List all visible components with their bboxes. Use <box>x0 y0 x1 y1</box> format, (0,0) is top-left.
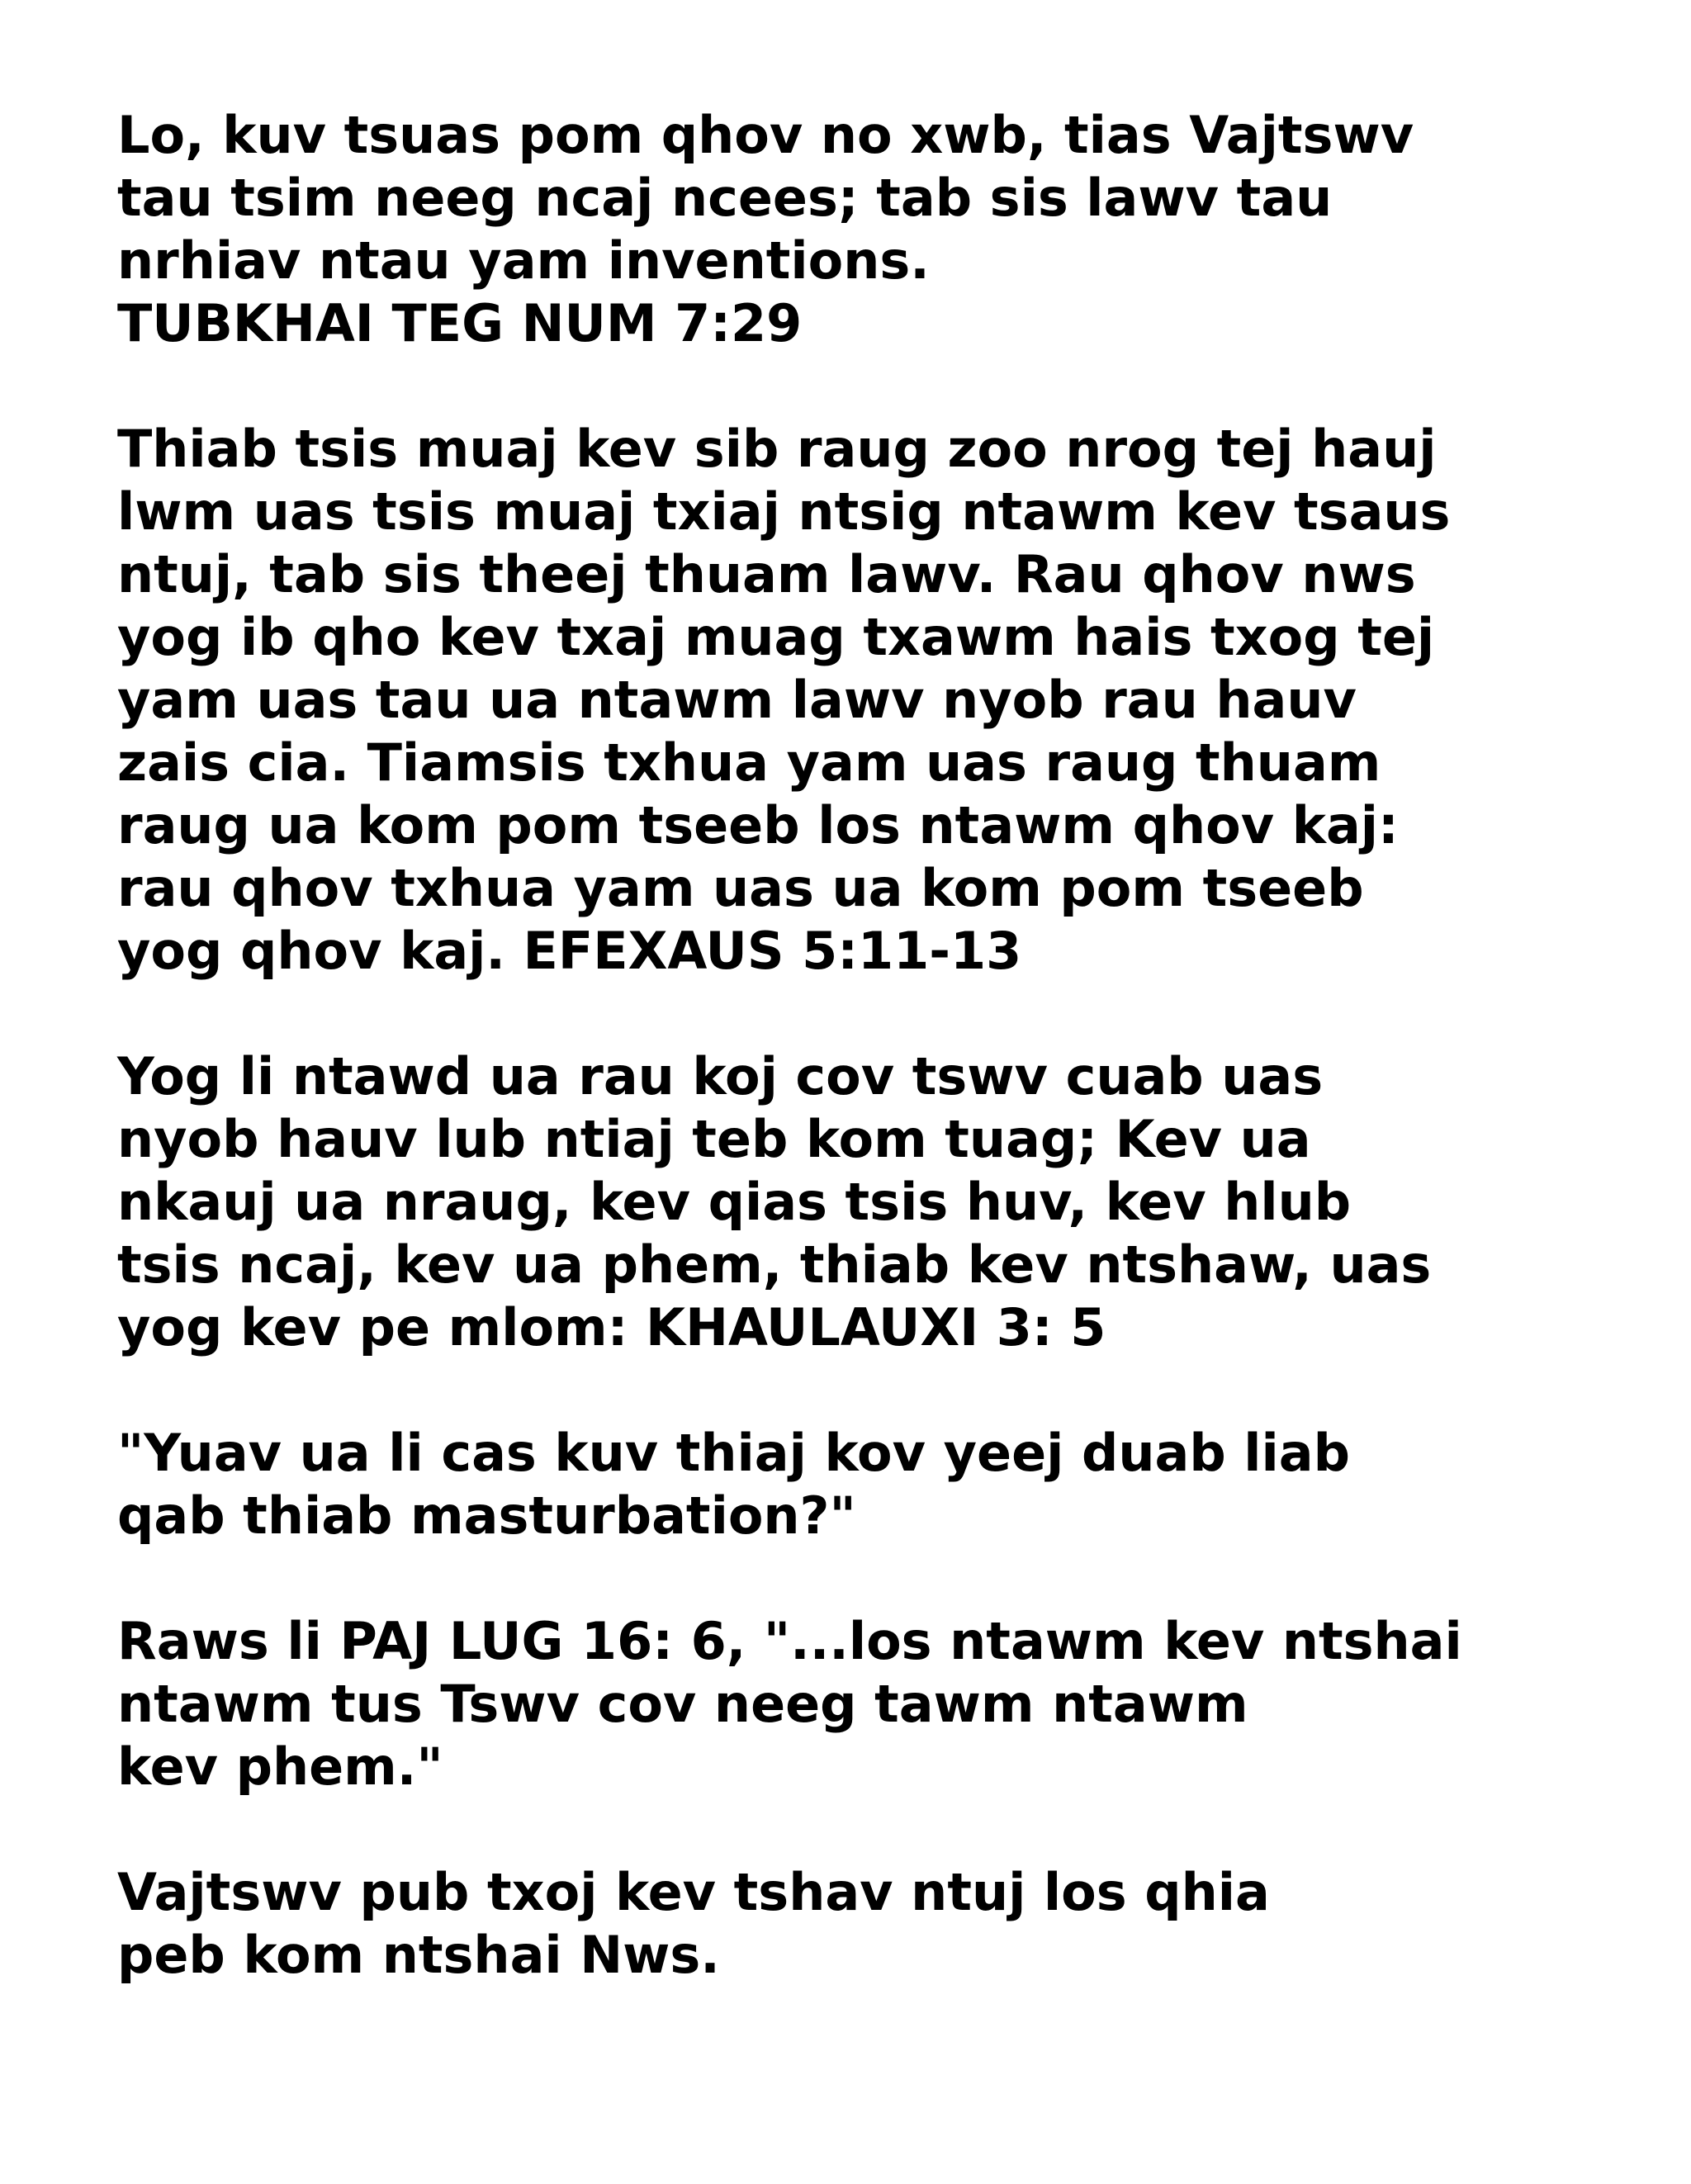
paragraph-ephesians: Thiab tsis muaj kev sib raug zoo nrog tej hauj lwm uas tsis muaj txiaj ntsig ntawm kev tsaus ntuj, tab sis theej thuam lawv. Rau qhov nws yog ib qho kev txaj muag txawm hais txog tej yam uas tau ua ntawm lawv nyob rau hauv zais cia. Tiamsis txhua yam uas raug thuam raug ua kom pom tseeb los ntawm qhov kaj: rau qhov txhua yam uas ua kom pom tseeb yog qhov kaj. EFEXAUS 5:11-13 <box>117 419 1451 981</box>
paragraph-question: "Yuav ua li cas kuv thiaj kov yeej duab liab qab thiab masturbation?" <box>117 1423 1351 1546</box>
paragraph-proverbs: Raws li PAJ LUG 16: 6, "...los ntawm kev ntshai ntawm tus Tswv cov neeg tawm ntawm kev phem." <box>117 1611 1462 1797</box>
paragraph-closing: Vajtswv pub txoj kev tshav ntuj los qhia peb kom ntshai Nws. <box>117 1862 1270 1985</box>
paragraph-ecclesiastes: Lo, kuv tsuas pom qhov no xwb, tias Vajtswv tau tsim neeg ncaj ncees; tab sis lawv tau nrhiav ntau yam inventions. TUBKHAI TEG NUM 7:29 <box>117 105 1414 353</box>
document-body <box>117 104 1670 1987</box>
paragraph-colossians: Yog li ntawd ua rau koj cov tswv cuab uas nyob hauv lub ntiaj teb kom tuag; Kev ua nkauj ua nraug, kev qias tsis huv, kev hlub tsis ncaj, kev ua phem, thiab kev ntshaw, uas yog kev pe mlom: KHAULAUXI 3: 5 <box>117 1046 1432 1357</box>
